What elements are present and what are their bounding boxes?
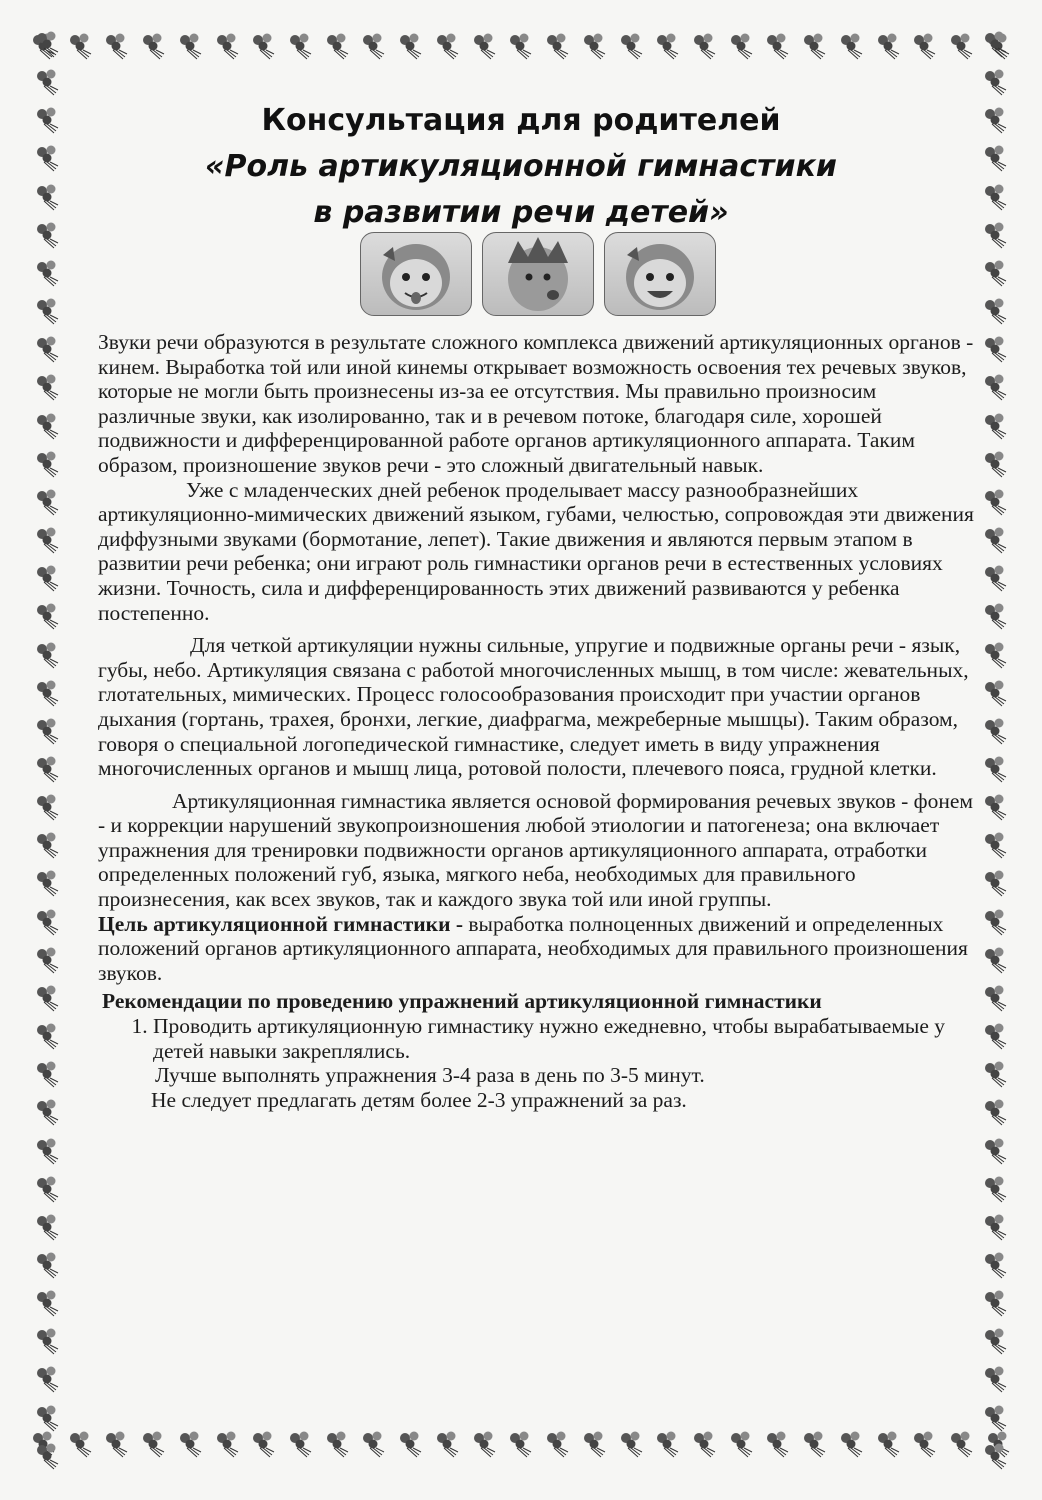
balloon-bouquet-icon: [980, 1365, 1010, 1393]
balloon-bouquet-icon: [322, 1430, 352, 1458]
balloon-bouquet-icon: [980, 373, 1010, 401]
paragraph-2: Уже с младенческих дней ребенок проделывает массу разнообразнейших артикуляционно-мимических движений языком, губами, челюстью, сопровождая эти движения диффузными звуками (бормотание, лепет). Такие движения и являются первым этапом в развитии речи ребенка; они играют роль гимнастики органов речи в естественных условиях жизни. Точность, сила и дифференцированность этих движений развиваются у ребенка постепенно.: [98, 477, 974, 625]
goal-paragraph: [98, 912, 978, 986]
balloon-bouquet-icon: [616, 32, 646, 60]
balloon-bouquet-icon: [505, 1430, 535, 1458]
list-item: 1. Проводить артикуляционную гимнастику нужно ежедневно, чтобы вырабатываемые у детей навыки закреплялись.: [153, 1014, 978, 1063]
balloon-bouquet-icon: [32, 793, 62, 821]
balloon-bouquet-icon: [138, 32, 168, 60]
balloon-bouquet-icon: [726, 32, 756, 60]
balloon-bouquet-icon: [980, 831, 1010, 859]
balloon-bouquet-icon: [101, 32, 131, 60]
balloon-bouquet-icon: [101, 1430, 131, 1458]
balloon-bouquet-icon: [980, 908, 1010, 936]
balloon-bouquet-icon: [652, 1430, 682, 1458]
balloon-bouquet-icon: [32, 602, 62, 630]
balloon-bouquet-icon: [689, 1430, 719, 1458]
balloon-bouquet-icon: [980, 793, 1010, 821]
balloon-bouquet-icon: [980, 1098, 1010, 1126]
balloon-bouquet-icon: [542, 32, 572, 60]
balloon-bouquet-icon: [32, 1175, 62, 1203]
balloon-bouquet-icon: [980, 1327, 1010, 1355]
goal-text: выработка полноценных движений и определенных положений органов артикуляционного аппарата, необходимых для правильного произношения звуков.: [98, 911, 968, 985]
balloon-bouquet-icon: [980, 450, 1010, 478]
balloon-bouquet-icon: [980, 1251, 1010, 1279]
balloon-bouquet-icon: [980, 869, 1010, 897]
balloon-bouquet-icon: [32, 68, 62, 96]
document-body: [98, 330, 978, 1112]
balloon-bouquet-icon: [432, 1430, 462, 1458]
balloon-bouquet-icon: [32, 946, 62, 974]
balloon-bouquet-icon: [469, 1430, 499, 1458]
balloon-bouquet-icon: [762, 1430, 792, 1458]
balloon-bouquet-icon: [32, 831, 62, 859]
balloon-bouquet-icon: [32, 869, 62, 897]
title-line-1: Консультация для родителей: [261, 103, 781, 138]
balloon-bouquet-icon: [32, 450, 62, 478]
balloon-bouquet-icon: [579, 1430, 609, 1458]
title-line-3: в развитии речи детей»: [313, 195, 729, 230]
balloon-bouquet-icon: [980, 1060, 1010, 1088]
boy-lips-pursed-icon: [482, 232, 594, 316]
balloon-bouquet-icon: [175, 32, 205, 60]
balloon-bouquet-icon: [980, 68, 1010, 96]
paragraph-4: Артикуляционная гимнастика является основой формирования речевых звуков - фонем - и коррекции нарушений звукопроизношения любой этиологии и патогенеза; она включает упражнения для тренировки подвижности органов артикуляционного аппарата, отработки определенных положений губ, языка, мягкого неба, необходимых для правильного произнесения, как всех звуков, так и каждого звука той или иной группы.: [98, 788, 974, 912]
balloon-bouquet-icon: [358, 32, 388, 60]
balloon-bouquet-icon: [32, 30, 62, 58]
balloon-bouquet-icon: [726, 1430, 756, 1458]
balloon-bouquet-icon: [285, 1430, 315, 1458]
balloon-bouquet-icon: [579, 32, 609, 60]
girl-smiling-icon: [604, 232, 716, 316]
balloon-bouquet-icon: [32, 908, 62, 936]
girl-tongue-out-icon: [360, 232, 472, 316]
balloon-bouquet-icon: [32, 1442, 62, 1470]
balloon-bouquet-icon: [616, 1430, 646, 1458]
balloon-bouquet-icon: [980, 1442, 1010, 1470]
balloon-bouquet-icon: [762, 32, 792, 60]
recommendations-heading: Рекомендации по проведению упражнений артикуляционной гимнастики: [102, 989, 822, 1014]
balloon-bouquet-icon: [32, 1098, 62, 1126]
balloon-bouquet-icon: [909, 1430, 939, 1458]
illustration-faces: [360, 232, 716, 316]
balloon-bouquet-icon: [980, 259, 1010, 287]
paragraph-3: Для четкой артикуляции нужны сильные, упругие и подвижные органы речи - язык, губы, небо. Артикуляция связана с работой многочисленных мышц, в том числе: жевательных, глотательных, мимических. Процесс голосообразования происходит при участии органов дыхания (гортань, трахея, бронхи, легкие, диафрагма, межреберные мышцы). Таким образом, говоря о специальной логопедической гимнастике, следует иметь в виду упражнения многочисленных органов и мышц лица, ротовой полости, плечевого пояса, грудной клетки.: [98, 633, 969, 781]
balloon-bouquet-icon: [32, 641, 62, 669]
balloon-bouquet-icon: [248, 1430, 278, 1458]
border-left: [32, 30, 62, 1470]
balloon-bouquet-icon: [980, 1289, 1010, 1317]
balloon-bouquet-icon: [836, 32, 866, 60]
balloon-bouquet-icon: [980, 1022, 1010, 1050]
balloon-bouquet-icon: [322, 32, 352, 60]
balloon-bouquet-icon: [248, 32, 278, 60]
balloon-bouquet-icon: [980, 564, 1010, 592]
balloon-bouquet-icon: [980, 1213, 1010, 1241]
balloon-bouquet-icon: [212, 1430, 242, 1458]
balloon-bouquet-icon: [652, 32, 682, 60]
recommendation-line-1: Лучше выполнять упражнения 3-4 раза в день по 3-5 минут.: [155, 1063, 705, 1088]
balloon-bouquet-icon: [799, 32, 829, 60]
balloon-bouquet-icon: [32, 412, 62, 440]
balloon-bouquet-icon: [980, 488, 1010, 516]
balloon-bouquet-icon: [980, 526, 1010, 554]
balloon-bouquet-icon: [980, 1137, 1010, 1165]
balloon-bouquet-icon: [32, 984, 62, 1012]
balloon-bouquet-icon: [980, 412, 1010, 440]
balloon-bouquet-icon: [175, 1430, 205, 1458]
balloon-bouquet-icon: [946, 32, 976, 60]
balloon-bouquet-icon: [836, 1430, 866, 1458]
balloon-bouquet-icon: [32, 717, 62, 745]
balloon-bouquet-icon: [285, 32, 315, 60]
balloon-bouquet-icon: [212, 32, 242, 60]
balloon-bouquet-icon: [505, 32, 535, 60]
balloon-bouquet-icon: [395, 1430, 425, 1458]
balloon-bouquet-icon: [65, 1430, 95, 1458]
balloon-bouquet-icon: [32, 1022, 62, 1050]
goal-label: Цель артикуляционной гимнастики -: [98, 911, 463, 936]
balloon-bouquet-icon: [32, 1213, 62, 1241]
border-bottom: [28, 1430, 1013, 1458]
balloon-bouquet-icon: [32, 1251, 62, 1279]
balloon-bouquet-icon: [32, 335, 62, 363]
balloon-bouquet-icon: [32, 1060, 62, 1088]
balloon-bouquet-icon: [946, 1430, 976, 1458]
balloon-bouquet-icon: [542, 1430, 572, 1458]
border-top: [28, 32, 1013, 60]
balloon-bouquet-icon: [469, 32, 499, 60]
balloon-bouquet-icon: [873, 32, 903, 60]
balloon-bouquet-icon: [32, 1137, 62, 1165]
balloon-bouquet-icon: [799, 1430, 829, 1458]
recommendations-list: [98, 1014, 978, 1063]
border-right: [980, 30, 1010, 1470]
balloon-bouquet-icon: [32, 373, 62, 401]
recommendation-line-2: Не следует предлагать детям более 2-3 упражнений за раз.: [151, 1087, 687, 1112]
balloon-bouquet-icon: [980, 335, 1010, 363]
balloon-bouquet-icon: [980, 946, 1010, 974]
balloon-bouquet-icon: [980, 641, 1010, 669]
balloon-bouquet-icon: [32, 1327, 62, 1355]
balloon-bouquet-icon: [980, 602, 1010, 630]
balloon-bouquet-icon: [395, 32, 425, 60]
balloon-bouquet-icon: [980, 30, 1010, 58]
balloon-bouquet-icon: [138, 1430, 168, 1458]
document-title: [0, 98, 1042, 236]
balloon-bouquet-icon: [980, 1404, 1010, 1432]
balloon-bouquet-icon: [909, 32, 939, 60]
balloon-bouquet-icon: [689, 32, 719, 60]
balloon-bouquet-icon: [32, 755, 62, 783]
balloon-bouquet-icon: [358, 1430, 388, 1458]
balloon-bouquet-icon: [980, 679, 1010, 707]
balloon-bouquet-icon: [32, 526, 62, 554]
balloon-bouquet-icon: [32, 488, 62, 516]
balloon-bouquet-icon: [65, 32, 95, 60]
balloon-bouquet-icon: [432, 32, 462, 60]
title-line-2: «Роль артикуляционной гимнастики: [205, 149, 837, 184]
balloon-bouquet-icon: [980, 984, 1010, 1012]
balloon-bouquet-icon: [32, 564, 62, 592]
balloon-bouquet-icon: [32, 679, 62, 707]
balloon-bouquet-icon: [32, 1289, 62, 1317]
balloon-bouquet-icon: [32, 1365, 62, 1393]
balloon-bouquet-icon: [32, 297, 62, 325]
balloon-bouquet-icon: [873, 1430, 903, 1458]
balloon-bouquet-icon: [32, 259, 62, 287]
paragraph-1: Звуки речи образуются в результате сложного комплекса движений артикуляционных органов - кинем. Выработка той или иной кинемы открывает возможность освоения тех речевых звуков, которые не могли быть произнесены из-за ее отсутствия. Мы правильно произносим различные звуки, как изолированно, так и в речевом потоке, благодаря силе, хорошей подвижности и дифференцированной работе органов артикуляционного аппарата. Таким образом, произношение звуков речи - это сложный двигательный навык.: [98, 330, 974, 477]
balloon-bouquet-icon: [980, 717, 1010, 745]
balloon-bouquet-icon: [980, 755, 1010, 783]
balloon-bouquet-icon: [980, 297, 1010, 325]
balloon-bouquet-icon: [980, 1175, 1010, 1203]
balloon-bouquet-icon: [32, 1404, 62, 1432]
